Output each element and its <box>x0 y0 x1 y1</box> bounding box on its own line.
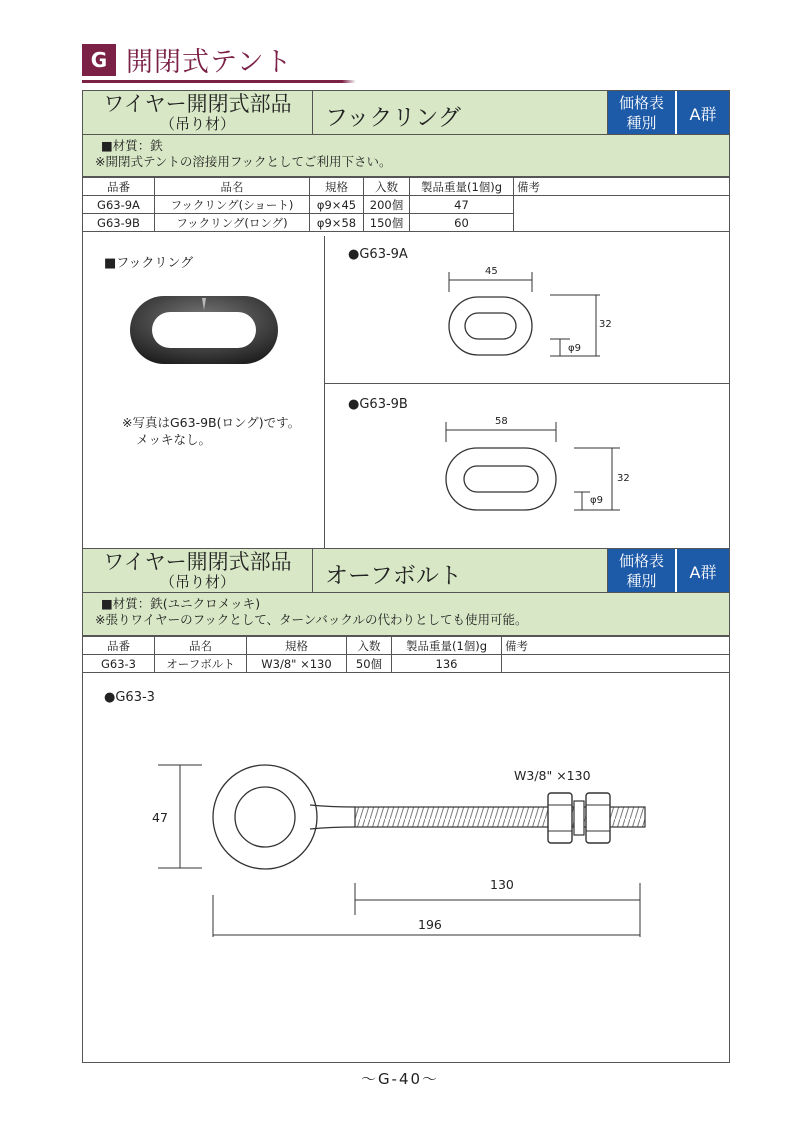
cell-weight: 47 <box>410 196 514 214</box>
table-row <box>83 196 730 214</box>
cell-weight: 136 <box>392 655 502 673</box>
cell-name: フックリング(ショート) <box>155 196 310 214</box>
section-header-hook-ring <box>82 90 730 135</box>
photo-caption-line2: メッキなし。 <box>136 432 212 447</box>
page-number: ～G-40～ <box>360 1070 440 1088</box>
note-text: ※張りワイヤーのフックとして、ターンバックルの代わりとしても使用可能。 <box>95 612 528 627</box>
col-header: 備考 <box>502 637 730 655</box>
category-line2: （吊り材） <box>159 573 235 591</box>
table-header-row <box>83 178 730 196</box>
price-group: A群 <box>675 91 729 134</box>
price-label <box>607 91 675 134</box>
info-box <box>82 593 730 636</box>
price-label-line2: 種別 <box>626 114 657 132</box>
diagram-b-dia: φ9 <box>590 495 603 506</box>
product-name: オーフボルト <box>313 549 607 592</box>
price-label-line1: 価格表 <box>618 552 664 570</box>
info-box <box>82 135 730 177</box>
eye-bolt-diagram <box>150 755 650 950</box>
title-rule <box>82 80 342 83</box>
cell-qty: 150個 <box>364 214 410 232</box>
diagram-b-width: 58 <box>495 416 508 427</box>
photo-label: ■フックリング <box>104 256 194 271</box>
col-header: 品名 <box>155 637 247 655</box>
col-header: 品番 <box>83 637 155 655</box>
material-text: ■材質：鉄 <box>101 138 163 153</box>
cell-code: G63-3 <box>83 655 155 673</box>
hook-ring-photo <box>124 290 284 370</box>
price-label-line2: 種別 <box>626 572 657 590</box>
diagram-b-label: ●G63-9B <box>348 397 408 412</box>
category-line1: ワイヤー開閉式部品 <box>103 550 292 574</box>
col-header: 製品重量(1個)g <box>392 637 502 655</box>
spec-table-hook-ring <box>82 177 730 232</box>
cell-note <box>514 196 730 232</box>
diagram-thread-length: 130 <box>490 877 514 892</box>
col-header: 入数 <box>364 178 410 196</box>
price-label <box>607 549 675 592</box>
table-header-row <box>83 637 730 655</box>
diagram-thread: W3/8" ×130 <box>514 768 591 783</box>
material-text: ■材質：鉄(ユニクロメッキ) <box>101 596 261 611</box>
diagram-height: 47 <box>152 810 168 825</box>
col-header: 規格 <box>310 178 364 196</box>
title-rule-tail <box>342 80 356 83</box>
price-group: A群 <box>675 549 729 592</box>
price-label-line1: 価格表 <box>618 94 664 112</box>
col-header: 品番 <box>83 178 155 196</box>
cell-qty: 200個 <box>364 196 410 214</box>
cell-weight: 60 <box>410 214 514 232</box>
cell-spec: φ9×45 <box>310 196 364 214</box>
col-header: 規格 <box>247 637 347 655</box>
photo-caption-line1: ※写真はG63-9B(ロング)です。 <box>122 415 301 430</box>
diagram-label: ●G63-3 <box>104 690 155 705</box>
spec-table-eye-bolt <box>82 636 730 673</box>
cell-code: G63-9B <box>83 214 155 232</box>
col-header: 入数 <box>347 637 392 655</box>
diagram-a-height: 32 <box>599 319 612 330</box>
col-header: 備考 <box>514 178 730 196</box>
diagram-a-dia: φ9 <box>568 343 581 354</box>
category-line1: ワイヤー開閉式部品 <box>103 92 292 116</box>
image-divider-vertical <box>324 236 325 548</box>
cell-name: オーフボルト <box>155 655 247 673</box>
category-badge: G <box>82 44 116 76</box>
diagram-a-label: ●G63-9A <box>348 247 408 262</box>
cell-code: G63-9A <box>83 196 155 214</box>
product-name: フックリング <box>313 91 607 134</box>
category-line2: （吊り材） <box>159 115 235 133</box>
diagram-a <box>430 262 630 372</box>
cell-note <box>502 655 730 673</box>
diagram-total-length: 196 <box>418 917 442 932</box>
diagram-b-height: 32 <box>617 473 630 484</box>
diagram-b <box>430 412 640 522</box>
cell-spec: φ9×58 <box>310 214 364 232</box>
note-text: ※開閉式テントの溶接用フックとしてご利用下さい。 <box>95 154 392 169</box>
table-row <box>83 655 730 673</box>
col-header: 品名 <box>155 178 310 196</box>
cell-qty: 50個 <box>347 655 392 673</box>
page-title: 開閉式テント <box>126 47 293 78</box>
section-category <box>83 91 313 134</box>
cell-name: フックリング(ロング) <box>155 214 310 232</box>
col-header: 製品重量(1個)g <box>410 178 514 196</box>
image-divider-horizontal <box>324 383 730 384</box>
section-category <box>83 549 313 592</box>
diagram-a-width: 45 <box>485 266 498 277</box>
section-header-eye-bolt <box>82 548 730 593</box>
cell-spec: W3/8" ×130 <box>247 655 347 673</box>
